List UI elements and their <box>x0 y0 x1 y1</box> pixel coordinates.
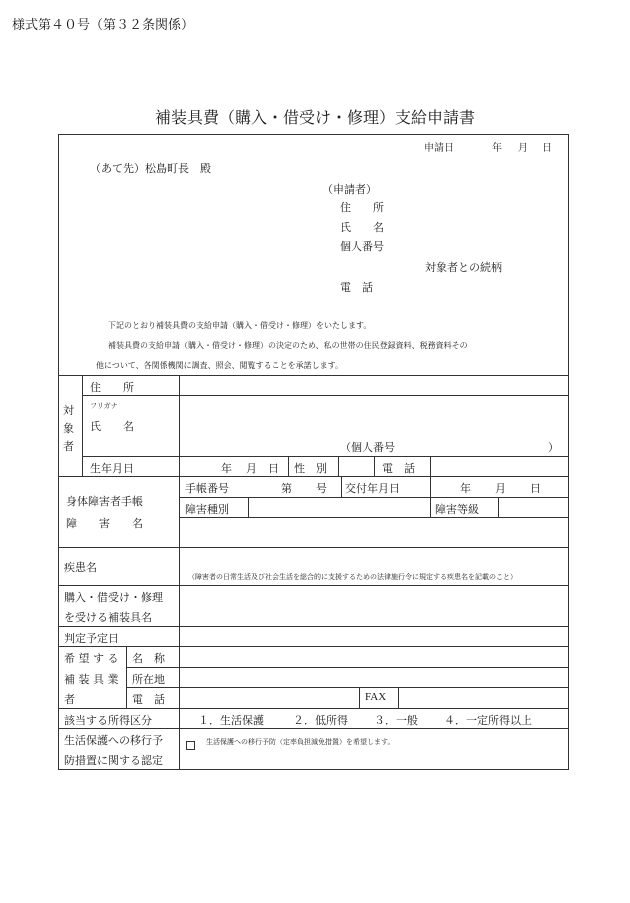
income-option-1[interactable]: １．生活保護 <box>198 714 264 727</box>
judgment-date-label: 判定予定日 <box>64 632 119 645</box>
income-option-4[interactable]: ４．一定所得以上 <box>444 714 532 727</box>
issue-day-label: 日 <box>530 482 541 495</box>
disability-label-line-1: 身体障害者手帳 <box>66 495 143 508</box>
subject-side-label-1: 対 <box>63 404 74 417</box>
applicant-address-label: 住 所 <box>340 201 384 214</box>
subject-phone-label: 電 話 <box>382 462 415 475</box>
device-label-line-2: を受ける補装具名 <box>64 611 152 624</box>
subject-address-label: 住 所 <box>90 381 134 394</box>
vendor-name-label: 名 称 <box>132 652 165 665</box>
income-label: 該当する所得区分 <box>64 714 152 727</box>
subject-birth-year-label: 年 <box>221 462 232 475</box>
application-month-label: 月 <box>518 143 528 154</box>
statement-line-3: 他について、各関係機関に調査、照会、閲覧することを承諾します。 <box>96 361 344 370</box>
application-year-label: 年 <box>492 143 502 154</box>
applicant-phone-label: 電 話 <box>340 281 373 294</box>
checkbox-icon[interactable] <box>186 741 195 750</box>
applicant-label: （申請者） <box>322 183 377 196</box>
subject-birthdate-label: 生年月日 <box>90 462 134 475</box>
subject-side-label-2: 象 <box>63 422 74 435</box>
disease-label: 疾患名 <box>64 561 97 574</box>
vendor-label-line-2: 補 装 具 業 <box>64 673 119 686</box>
vendor-phone-label: 電 話 <box>132 693 165 706</box>
form-number: 様式第４０号（第３２条関係） <box>12 18 195 33</box>
transition-label-line-2: 防措置に関する認定 <box>64 754 163 767</box>
device-label-line-1: 購入・借受け・修理 <box>64 591 163 604</box>
application-day-label: 日 <box>542 143 552 154</box>
disease-note: （障害者の日常生活及び社会生活を総合的に支援するための法律施行令に規定する疾患名を記載のこと） <box>188 573 517 581</box>
subject-sex-label: 性 別 <box>294 462 327 475</box>
booklet-number-suffix: 号 <box>316 482 327 495</box>
issue-year-label: 年 <box>460 482 471 495</box>
applicant-personal-number-label: 個人番号 <box>340 240 384 253</box>
vendor-label-line-3: 者 <box>64 693 75 706</box>
transition-label-line-1: 生活保護への移行予 <box>64 734 163 747</box>
subject-birth-month-label: 月 <box>246 462 257 475</box>
applicant-relationship-label: 対象者との続柄 <box>425 261 502 274</box>
booklet-number-prefix: 第 <box>281 482 292 495</box>
subject-side-label-3: 者 <box>63 440 74 453</box>
subject-name-label: 氏 名 <box>90 420 134 433</box>
subject-personal-number-open: （個人番号 <box>340 441 395 454</box>
subject-personal-number-close: ） <box>548 441 559 454</box>
transition-checkbox-text: 生活保護への移行予防（定率負担減免措置）を希望します。 <box>206 738 395 746</box>
subject-birth-day-label: 日 <box>268 462 279 475</box>
disability-type-label: 障害種別 <box>185 503 229 516</box>
disability-label-line-2: 障 害 名 <box>66 517 143 530</box>
statement-line-2: 補装具費の支給申請（購入・借受け・修理）の決定のため、私の世帯の住民登録資料、税務資料その <box>108 341 468 350</box>
application-date-label: 申請日 <box>424 143 454 154</box>
vendor-label-line-1: 希 望 す る <box>64 652 119 665</box>
issue-date-label: 交付年月日 <box>345 482 400 495</box>
income-option-2[interactable]: ２．低所得 <box>293 714 348 727</box>
applicant-name-label: 氏 名 <box>340 221 384 234</box>
vendor-location-label: 所在地 <box>132 673 165 686</box>
transition-checkbox[interactable] <box>186 735 195 754</box>
subject-furigana-label: フリガナ <box>90 402 118 410</box>
form-title: 補装具費（購入・借受け・修理）支給申請書 <box>154 108 475 127</box>
income-option-3[interactable]: ３．一般 <box>374 714 418 727</box>
booklet-number-label: 手帳番号 <box>185 482 229 495</box>
vendor-fax-label: FAX <box>365 691 387 703</box>
addressee: （あて先）松島町長 殿 <box>90 162 211 175</box>
statement-line-1: 下記のとおり補装具費の支給申請（購入・借受け・修理）をいたします。 <box>108 321 372 330</box>
issue-month-label: 月 <box>495 482 506 495</box>
disability-grade-label: 障害等級 <box>435 503 479 516</box>
